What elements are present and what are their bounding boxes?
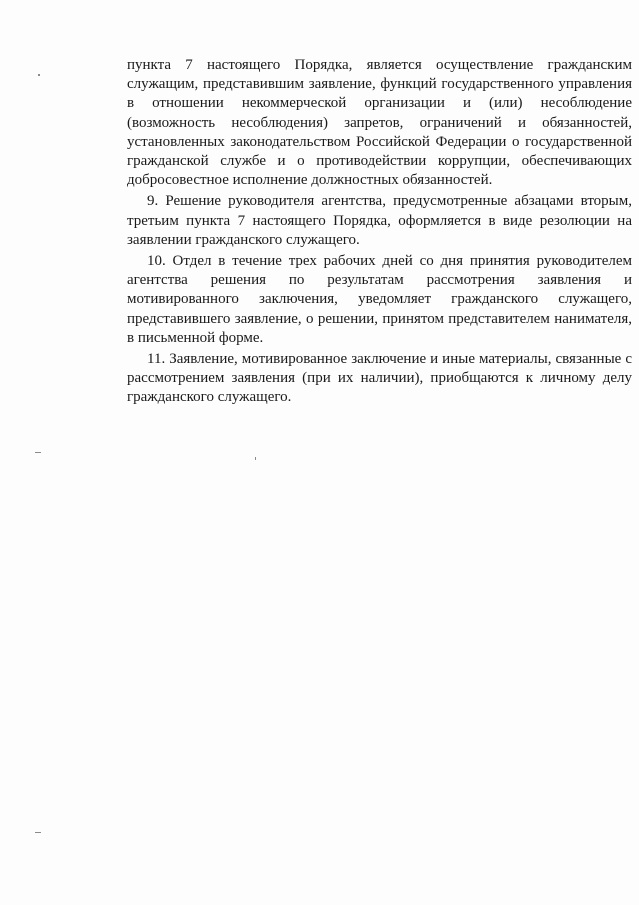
paragraph-11: 11. Заявление, мотивированное заключение и иные материалы, связанные с рассмотрением заявления (при их наличии), приобщаются к личному делу гражданского служащего. <box>127 351 632 406</box>
scan-artifact <box>38 74 40 76</box>
paragraph-9: 9. Решение руководителя агентства, предусмотренные абзацами вторым, третьим пункта 7 настоящего Порядка, оформляется в виде резолюции на заявлении гражданского служащего. <box>127 193 632 248</box>
scan-artifact <box>35 832 41 833</box>
scan-artifact <box>255 457 256 460</box>
paragraph-10: 10. Отдел в течение трех рабочих дней со дня принятия руководителем агентства решения по результатам рассмотрения заявления и мотивированного заключения, уведомляет гражданского служащего, представившего заявление, о решении, принятом представителем нанимателя, в письменной форме. <box>127 253 632 346</box>
document-body <box>127 56 632 408</box>
scan-artifact <box>35 452 41 453</box>
paragraph-continuation: пункта 7 настоящего Порядка, является осуществление гражданским служащим, представившим заявление, функций государственного управления в отношении некоммерческой организации и (или) несоблюдение (возможность несоблюдения) запретов, ограничений и обязанностей, установленных законодательством Российской Федерации о государственной гражданской службе и о противодействии коррупции, обеспечивающих добросовестное исполнение должностных обязанностей. <box>127 57 632 189</box>
